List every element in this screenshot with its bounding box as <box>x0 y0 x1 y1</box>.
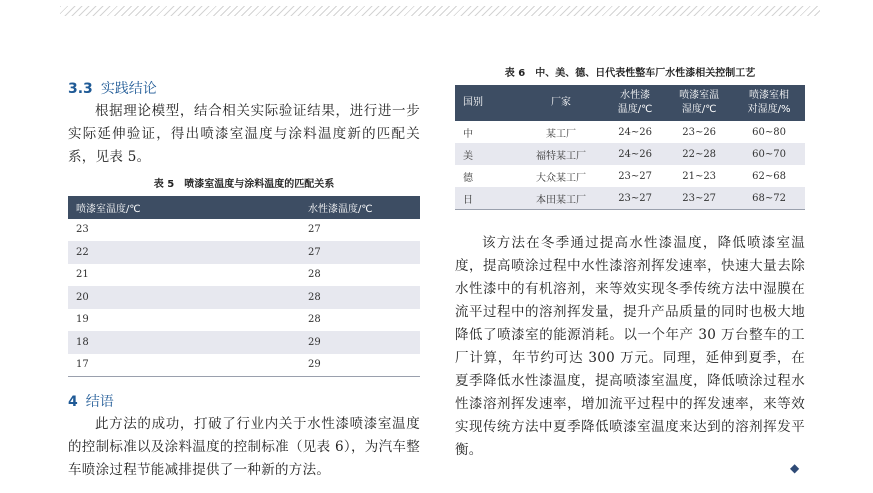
table-cell: 21 <box>68 264 300 287</box>
table-cell: 17 <box>68 354 300 377</box>
table-cell: 24~26 <box>605 143 665 165</box>
table-cell: 29 <box>300 331 420 354</box>
table-cell: 某工厂 <box>517 121 605 143</box>
table5-header-row <box>68 196 420 219</box>
table-cell: 中 <box>455 121 517 143</box>
table-cell: 21~23 <box>665 165 733 187</box>
table-cell: 美 <box>455 143 517 165</box>
table5-header-cell: 水性漆温度/℃ <box>300 196 420 219</box>
table6-header-row <box>455 85 805 121</box>
table6-header-cell: 国别 <box>455 85 517 121</box>
table-cell: 本田某工厂 <box>517 187 605 210</box>
table-cell: 德 <box>455 165 517 187</box>
right-paragraph: 该方法在冬季通过提高水性漆温度，降低喷漆室温度，提高喷涂过程中水性漆溶剂挥发速率，快速大量去除水性漆中的有机溶剂，来等效实现冬季传统方法中湿膜在流平过程中的溶剂挥发量，提升产品质量的同时也极大地降低了喷漆室的能源消耗。以一个年产 30 万台整车的工厂计算，年节约可达 300 万元。同理，延伸到夏季，在夏季降低水性漆温度，提高喷漆室温度，降低喷涂过程水性漆溶剂挥发速率，增加流平过程中的挥发速率，来等效实现传统方法中夏季降低喷漆室温度来达到的溶剂挥发平衡。 <box>455 235 805 458</box>
table-cell: 22 <box>68 241 300 264</box>
table-cell: 62~68 <box>733 165 805 187</box>
table-cell: 18 <box>68 331 300 354</box>
table-cell: 23~27 <box>605 165 665 187</box>
table-cell: 19 <box>68 309 300 332</box>
table5-header-cell: 喷漆室温度/℃ <box>68 196 300 219</box>
table-cell: 23 <box>68 219 300 242</box>
table6-header-text: 水性漆 温度/℃ <box>617 90 653 115</box>
table6-header-text: 喷漆室相 对湿度/% <box>747 90 791 115</box>
table-cell: 23~26 <box>665 121 733 143</box>
table-cell: 24~26 <box>605 121 665 143</box>
table5-caption: 表 5 喷漆室温度与涂料温度的匹配关系 <box>153 179 335 190</box>
table-row <box>68 354 420 377</box>
table-row <box>455 165 805 187</box>
section-3-3-heading <box>68 78 420 98</box>
table-cell: 68~72 <box>733 187 805 210</box>
table-cell: 29 <box>300 354 420 377</box>
table-row <box>68 286 420 309</box>
table-row <box>68 309 420 332</box>
section-4-title: 结语 <box>85 394 114 410</box>
table6-header-cell <box>605 85 665 121</box>
table6 <box>455 85 805 210</box>
table-row <box>68 219 420 242</box>
section-4-paragraph: 此方法的成功，打破了行业内关于水性漆喷漆室温度的控制标准以及涂料温度的控制标准（见表 6），为汽车整车喷涂过程节能减排提供了一种新的方法。 <box>68 416 420 478</box>
table-cell: 23~27 <box>605 187 665 210</box>
table6-header-cell <box>733 85 805 121</box>
table5 <box>68 196 420 377</box>
table-cell: 福特某工厂 <box>517 143 605 165</box>
end-diamond-icon: ◆ <box>790 461 800 475</box>
table-row <box>68 331 420 354</box>
table-cell: 60~80 <box>733 121 805 143</box>
table-cell: 27 <box>300 241 420 264</box>
left-column <box>68 78 420 482</box>
table-cell: 27 <box>300 219 420 242</box>
table-row <box>68 241 420 264</box>
section-3-3-title: 实践结论 <box>100 81 157 97</box>
table-cell: 28 <box>300 309 420 332</box>
table6-header-text: 喷漆室温 湿度/℃ <box>679 90 720 115</box>
table-cell: 23~27 <box>665 187 733 210</box>
section-4-number: 4 <box>68 394 78 410</box>
table6-caption: 表 6 中、美、德、日代表性整车厂水性漆相关控制工艺 <box>504 68 756 79</box>
table-cell: 22~28 <box>665 143 733 165</box>
table6-header-cell: 厂家 <box>517 85 605 121</box>
section-3-3-paragraph: 根据理论模型，结合相关实际验证结果，进行进一步实际延伸验证，得出喷漆室温度与涂料温度新的匹配关系，见表 5。 <box>68 103 420 165</box>
table-cell: 28 <box>300 286 420 309</box>
table-row <box>455 187 805 210</box>
table6-header-cell <box>665 85 733 121</box>
table-row <box>68 264 420 287</box>
top-decorative-border <box>60 6 820 16</box>
section-4-heading <box>68 391 420 411</box>
table-cell: 20 <box>68 286 300 309</box>
table-cell: 60~70 <box>733 143 805 165</box>
right-column <box>455 60 805 462</box>
table-cell: 28 <box>300 264 420 287</box>
table-row <box>455 143 805 165</box>
table-cell: 大众某工厂 <box>517 165 605 187</box>
section-3-3-number: 3.3 <box>68 81 93 97</box>
table-row <box>455 121 805 143</box>
table-cell: 日 <box>455 187 517 210</box>
